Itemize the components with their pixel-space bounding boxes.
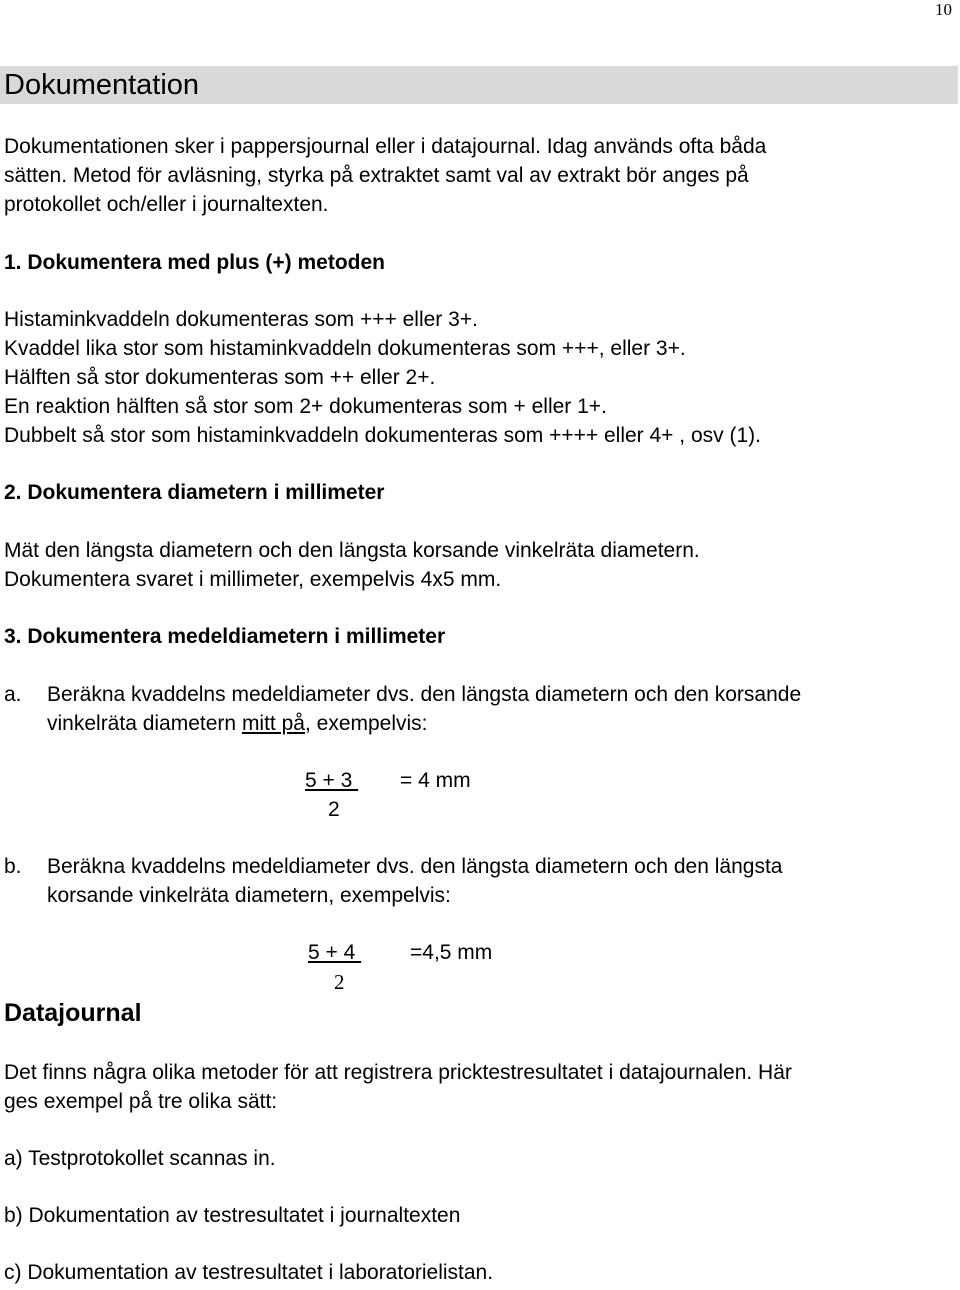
intro-line: Dokumentationen sker i pappersjournal eller i datajournal. Idag används ofta båda [4, 135, 767, 158]
s1-line: Kvaddel lika stor som histaminkvaddeln dokumenteras som +++, eller 3+. [4, 337, 686, 360]
fraction-a-numerator: 5 + 3 [305, 769, 359, 792]
datajournal-heading: Datajournal [4, 999, 142, 1027]
fraction-b-result: =4,5 mm [410, 941, 493, 964]
section-3-heading: 3. Dokumentera medeldiametern i millimeter [4, 625, 446, 648]
item-a-line: vinkelräta diametern mitt på, exempelvis: [47, 712, 428, 735]
section-title: Dokumentation [4, 69, 200, 101]
item-b-line: korsande vinkelräta diametern, exempelvis: [47, 884, 451, 907]
s2-line: Mät den längsta diametern och den längsta korsande vinkelräta diametern. [4, 539, 700, 562]
s1-line: Histaminkvaddeln dokumenteras som +++ eller 3+. [4, 308, 478, 331]
fraction-a-denominator: 2 [328, 798, 340, 821]
option-item: b) Dokumentation av testresultatet i journaltexten [4, 1204, 461, 1227]
s1-line: Hälften så stor dokumenteras som ++ eller 2+. [4, 366, 436, 389]
page-number: 10 [935, 0, 952, 19]
option-item: c) Dokumentation av testresultatet i laboratorielistan. [4, 1261, 494, 1284]
fraction-a-result: = 4 mm [400, 769, 471, 792]
s1-line: En reaktion hälften så stor som 2+ dokumenteras som + eller 1+. [4, 395, 607, 418]
underlined-text: mitt på [241, 712, 305, 735]
fraction-b-denominator: 2 [334, 970, 345, 994]
section-2-heading: 2. Dokumentera diametern i millimeter [4, 481, 385, 504]
item-a-line: Beräkna kvaddelns medeldiameter dvs. den längsta diametern och den korsande [47, 683, 802, 706]
item-b-line: Beräkna kvaddelns medeldiameter dvs. den längsta diametern och den längsta [47, 855, 783, 878]
section-title-banner [0, 66, 958, 104]
s1-line: Dubbelt så stor som histaminkvaddeln dokumenteras som ++++ eller 4+ , osv (1). [4, 424, 761, 447]
section-1-heading: 1. Dokumentera med plus (+) metoden [4, 251, 385, 274]
fraction-b-numerator: 5 + 4 [308, 941, 362, 964]
datajournal-intro-line: Det finns några olika metoder för att registrera pricktestresultatet i datajournalen. Här [4, 1061, 792, 1084]
intro-line: sätten. Metod för avläsning, styrka på extraktet samt val av extrakt bör anges på [4, 164, 749, 187]
option-item: a) Testprotokollet scannas in. [4, 1147, 276, 1170]
intro-line: protokollet och/eller i journaltexten. [4, 193, 329, 216]
item-b-marker: b. [4, 855, 22, 878]
datajournal-intro-line: ges exempel på tre olika sätt: [4, 1090, 278, 1113]
s2-line: Dokumentera svaret i millimeter, exempelvis 4x5 mm. [4, 568, 502, 591]
item-a-marker: a. [4, 683, 22, 706]
